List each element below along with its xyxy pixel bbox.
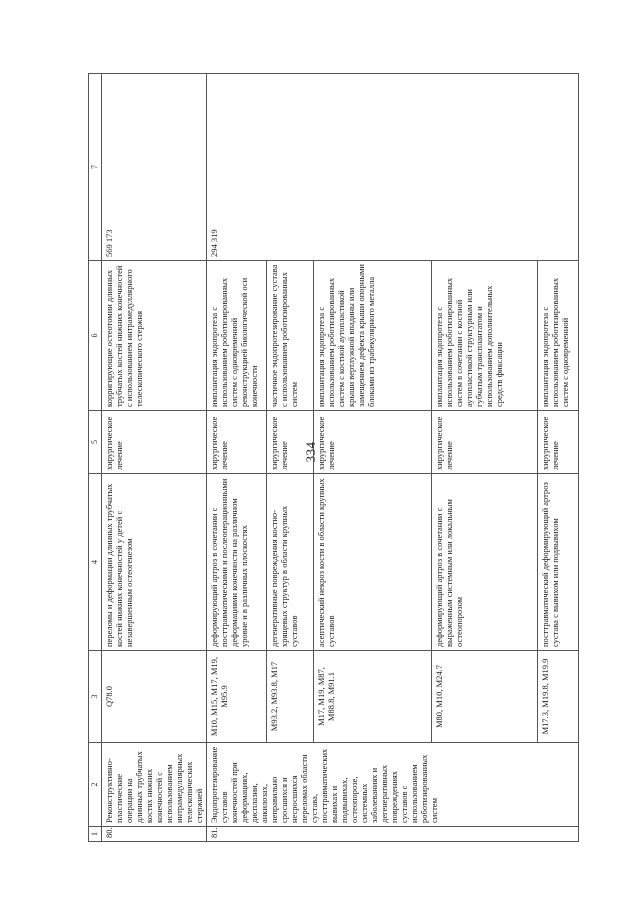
treatment-type: хирургическое лечение (207, 411, 267, 474)
treatment-method: частичное эндопротезирование сустава с использованием роботизированных систем (267, 261, 314, 411)
row-number: 81. (207, 827, 579, 842)
cost-value: 294 319 (207, 74, 579, 261)
header-cell: 1 (89, 827, 102, 842)
group-name: Реконструктивно-пластические операции на длинных трубчатых костях нижних конечностей с использованием интрамедуллярных телескопических стержней (102, 743, 207, 827)
table-row (207, 74, 267, 842)
diagnosis-code: M80, M10, M24.7 (432, 651, 538, 743)
treatment-type: хирургическое лечение (267, 411, 314, 474)
treatment-method: имплантация эндопротеза с использованием роботизированных систем с одновременной (538, 261, 579, 411)
header-cell: 6 (89, 261, 102, 411)
treatment-type: хирургическое лечение (314, 411, 432, 474)
header-row (89, 74, 102, 842)
patient-model: посттравматический деформирующий артроз сустава с вывихом или подвывихом (538, 474, 579, 651)
row-number: 80. (102, 827, 207, 842)
treatment-method: имплантация эндопротеза с использованием роботизированных систем с костной аутопластикой крыши вертлужной впадины или замещением дефекта крыши опорными блоками из трабекулярного металла (314, 261, 432, 411)
header-cell: 4 (89, 474, 102, 651)
diagnosis-code: M93.2, M93.8, M17 (267, 651, 314, 743)
table-container (88, 74, 570, 842)
procedures-table (88, 73, 579, 842)
page-number: 334 (303, 441, 318, 463)
treatment-method: корригирующие остеотомии длинных трубчатых костей нижних конечностей с использованием интрамедуллярного телескопического стержня (102, 261, 207, 411)
patient-model: деформирующий артроз в сочетании с посттравматическими и послеоперационными деформациями конечности на различном уровне и в различных плоскостях (207, 474, 267, 651)
diagnosis-code: M17, M19, M87, M88.8, M91.1 (314, 651, 432, 743)
patient-model: переломы и деформации длинных трубчатых костей нижних конечностей у детей с незавершенным остеогенезом (102, 474, 207, 651)
header-cell: 2 (89, 743, 102, 827)
header-cell: 7 (89, 74, 102, 261)
header-cell: 3 (89, 651, 102, 743)
patient-model: дегенеративные повреждения костно-хрящевых структур в области крупных суставов (267, 474, 314, 651)
header-cell: 5 (89, 411, 102, 474)
treatment-method: имплантация эндопротеза с использованием роботизированных систем с одновременной реконструкцией биологической оси конечности (207, 261, 267, 411)
treatment-type: хирургическое лечение (432, 411, 538, 474)
treatment-type: хирургическое лечение (538, 411, 579, 474)
group-name: Эндопротезирование суставов конечностей при деформациях, дисплазии, анкилозах, неправильно сросшихся и несросшихся переломах области сустава, посттравматических вывихах и подвывихах, остеопорозе, системных заболеваниях и дегенеративных повреждениях суставов с использованием роботизированных систем (207, 743, 579, 827)
treatment-type: хирургическое лечение (102, 411, 207, 474)
patient-model: асептический некроз кости в области крупных суставов (314, 474, 432, 651)
patient-model: деформирующий артроз в сочетании с выраженным системным или локальным остеопорозом (432, 474, 538, 651)
treatment-method: имплантация эндопротеза с использованием роботизированных систем в сочетании с костной аутопластикой структурным или губчатым трансплантатом и использованием дополнительных средств фиксации (432, 261, 538, 411)
diagnosis-code: Q78.0 (102, 651, 207, 743)
diagnosis-code: M10, M15, M17, M19, M95.9 (207, 651, 267, 743)
cost-value: 569 173 (102, 74, 207, 261)
diagnosis-code: M17.3, M19.8, M19.9 (538, 651, 579, 743)
table-row (102, 74, 207, 842)
